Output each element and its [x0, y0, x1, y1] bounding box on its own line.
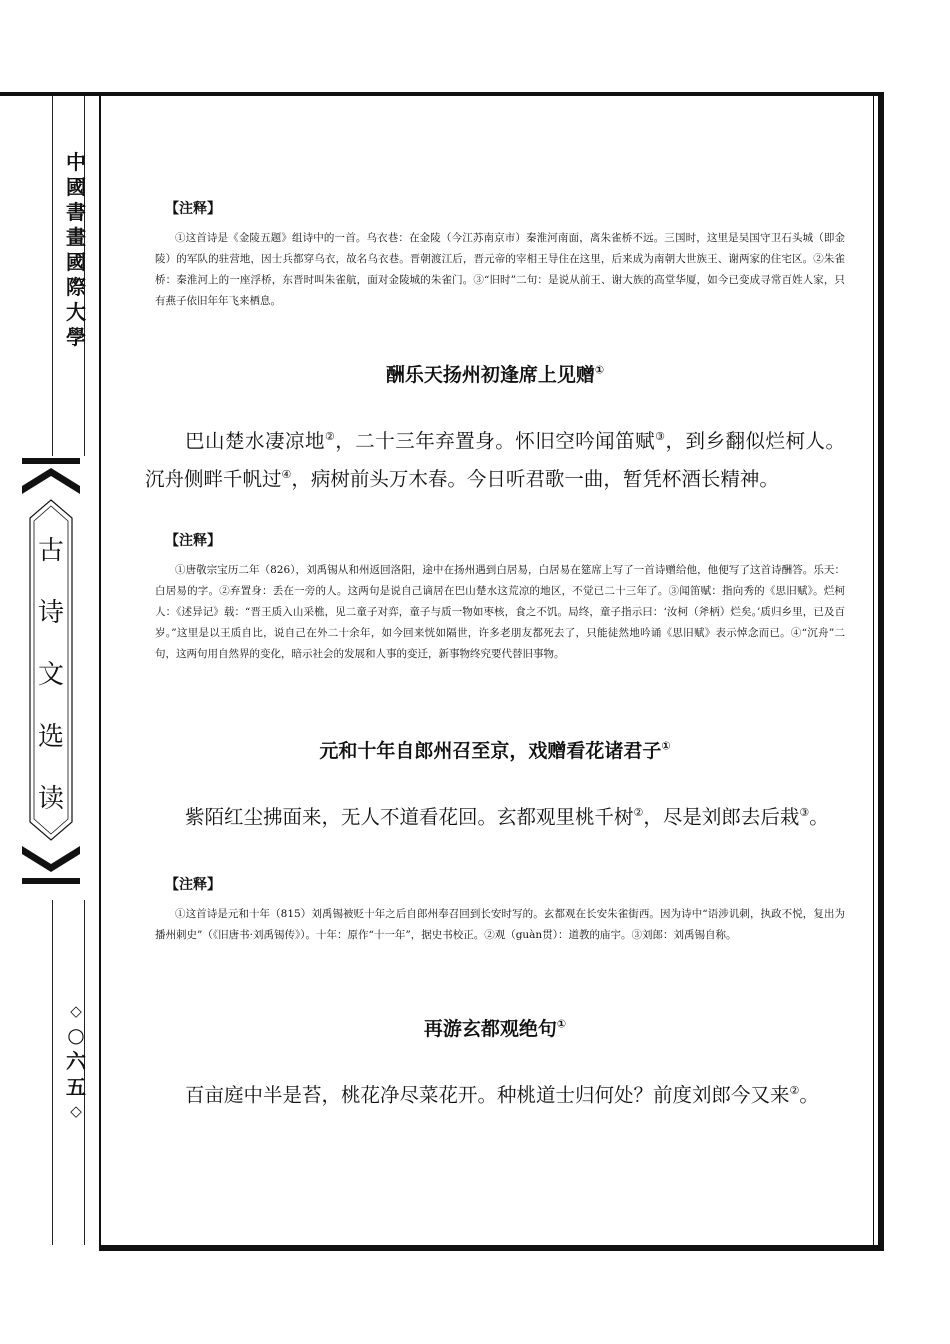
page-number-char: ○ — [67, 1023, 85, 1047]
footnote-mark: ① — [556, 1017, 567, 1031]
poem-text-yuanhe — [145, 796, 845, 834]
page-number-char: 五 — [66, 1075, 86, 1099]
series-char: 中 — [66, 150, 86, 174]
book-title-char: 古 — [37, 536, 64, 566]
series-char: 學 — [66, 325, 86, 349]
chevron-down-ornament — [22, 846, 80, 872]
footnote-mark: ② — [324, 430, 336, 443]
book-title-char: 选 — [37, 722, 64, 752]
page-frame-inner-right — [873, 96, 874, 1245]
footnote-mark: ③ — [655, 430, 666, 443]
poem-block-chou-letian — [145, 360, 845, 387]
page-number-char: 六 — [66, 1049, 86, 1073]
note-heading: 【注释】 — [165, 201, 221, 217]
poem-block-yuanhe — [145, 736, 845, 763]
poem-block-zaiyou — [145, 1014, 845, 1041]
footnote-mark: ② — [633, 806, 644, 819]
poem-line: ，尽是刘郎去后栽 — [643, 805, 800, 829]
series-char: 書 — [66, 200, 86, 224]
page-frame-right — [878, 92, 884, 1251]
book-title-char: 文 — [37, 660, 64, 690]
note-heading: 【注释】 — [165, 877, 221, 893]
footnote-mark: ① — [594, 363, 605, 377]
series-char: 大 — [66, 300, 86, 324]
poem-text-zaiyou — [145, 1074, 845, 1112]
poem-line: 紫陌红尘拂面来，无人不道看花回。玄都观里桃千树 — [185, 805, 634, 829]
poem-body — [145, 796, 845, 834]
note-heading: 【注释】 — [165, 533, 221, 549]
sidebar-rule-left — [52, 96, 53, 456]
note-text: ①唐敬宗宝历二年（826），刘禹锡从和州返回洛阳，途中在扬州遇到白居易，白居易在筵席上写了一首诗赠给他，他便写了这首诗酬答。乐天：白居易的字。②弃置身：丢在一旁的人。这两句是说自己谪居在巴山楚水这荒凉的地区，不觉已二十三年了。③闻笛赋：指向秀的《思旧赋》。烂柯人：《述异记》载：“晋王质入山采樵，见二童子对弈，童子与质一物如枣核，食之不饥。局终，童子指示曰：‘汝柯（斧柄）烂矣。’质归乡里，已及百岁。”这里是以王质自比，说自己在外二十余年，如今回来恍如隔世，许多老朋友都死去了，只能徒然地吟诵《思旧赋》表示悼念而已。④“沉舟”二句，这两句用自然界的变化，暗示社会的发展和人事的变迁，新事物终究要代替旧事物。 — [155, 564, 845, 660]
footnote-mark: ④ — [281, 467, 292, 481]
series-char: 際 — [66, 275, 86, 299]
poem-body — [145, 420, 845, 495]
diamond-icon: ◇ — [70, 1002, 82, 1020]
poem-line: 百亩庭中半是苔，桃花净尽菜花开。种桃道士归何处？前度刘郎今又来 — [185, 1083, 790, 1107]
page-number — [60, 1000, 92, 1122]
poem-line: 。 — [799, 1083, 819, 1107]
series-char: 國 — [66, 250, 86, 274]
chevron-up-ornament — [22, 468, 80, 494]
poem-title-text: 酬乐天扬州初逢席上见赠 — [385, 364, 595, 386]
book-title — [30, 520, 72, 830]
book-title-char: 诗 — [37, 598, 64, 628]
series-title — [60, 150, 92, 350]
note-text: ①这首诗是《金陵五题》组诗中的一首。乌衣巷：在金陵（今江苏南京市）秦淮河南面，离朱雀桥不远。三国时，这里是吴国守卫石头城（即金陵）的军队的驻营地，因士兵都穿乌衣，故名乌衣巷。晋朝渡江后，晋元帝的宰相王导住在这里，后来成为南朝大世族王、谢两家的住宅区。②朱雀桥：秦淮河上的一座浮桥，东晋时叫朱雀航，面对金陵城的朱雀门。③“旧时”二句：是说从前王、谢大族的高堂华厦，如今已变成寻常百姓人家，只有燕子依旧年年飞来栖息。 — [155, 232, 845, 307]
poem-text-chou-letian — [145, 420, 845, 495]
sidebar-rule-left-lower — [52, 900, 53, 1245]
footnote-mark: ③ — [799, 806, 810, 819]
poem-line: ，到乡翻似烂柯人。沉舟侧畔千帆过 — [145, 429, 845, 490]
poem-title-text: 元和十年自郎州召至京，戏赠看花诸君子 — [319, 740, 662, 762]
note-block-wuyixiang — [145, 198, 845, 312]
poem-line: ，二十三年弃置身。怀旧空吟闻笛赋 — [335, 429, 656, 453]
sidebar-bar-top — [22, 458, 80, 464]
footnote-mark: ② — [789, 1084, 800, 1097]
poem-body — [145, 1074, 845, 1112]
poem-line: 巴山楚水凄凉地 — [185, 429, 325, 453]
note-block-chou-letian — [145, 530, 845, 665]
footnote-mark: ① — [661, 739, 671, 753]
page-frame-inner-left — [99, 96, 101, 1251]
poem-title — [145, 1014, 845, 1041]
note-text: ①这首诗是元和十年（815）刘禹锡被贬十年之后自郎州奉召回到长安时写的。玄都观在长安朱雀街西。因为诗中“语涉讥刺，执政不悦，复出为播州刺史”（《旧唐书·刘禹锡传》）。十年：原作“十一年”，据史书校正。②观（guàn贯）：道教的庙宇。③刘郎：刘禹锡自称。 — [155, 908, 845, 941]
poem-title — [145, 736, 845, 763]
series-char: 國 — [66, 175, 86, 199]
note-block-yuanhe — [145, 874, 845, 946]
poem-title-text: 再游玄都观绝句 — [423, 1018, 557, 1040]
page-frame-bottom — [100, 1245, 884, 1251]
page-frame-top — [0, 92, 884, 96]
series-char: 畫 — [66, 225, 86, 249]
poem-line: ，病树前头万木春。今日听君歌一曲，暂凭杯酒长精神。 — [291, 467, 779, 490]
diamond-icon: ◇ — [70, 1102, 82, 1120]
book-title-char: 读 — [37, 784, 64, 814]
sidebar-bar-bottom — [22, 878, 80, 884]
poem-line: 。 — [809, 805, 829, 829]
poem-title — [145, 360, 845, 387]
